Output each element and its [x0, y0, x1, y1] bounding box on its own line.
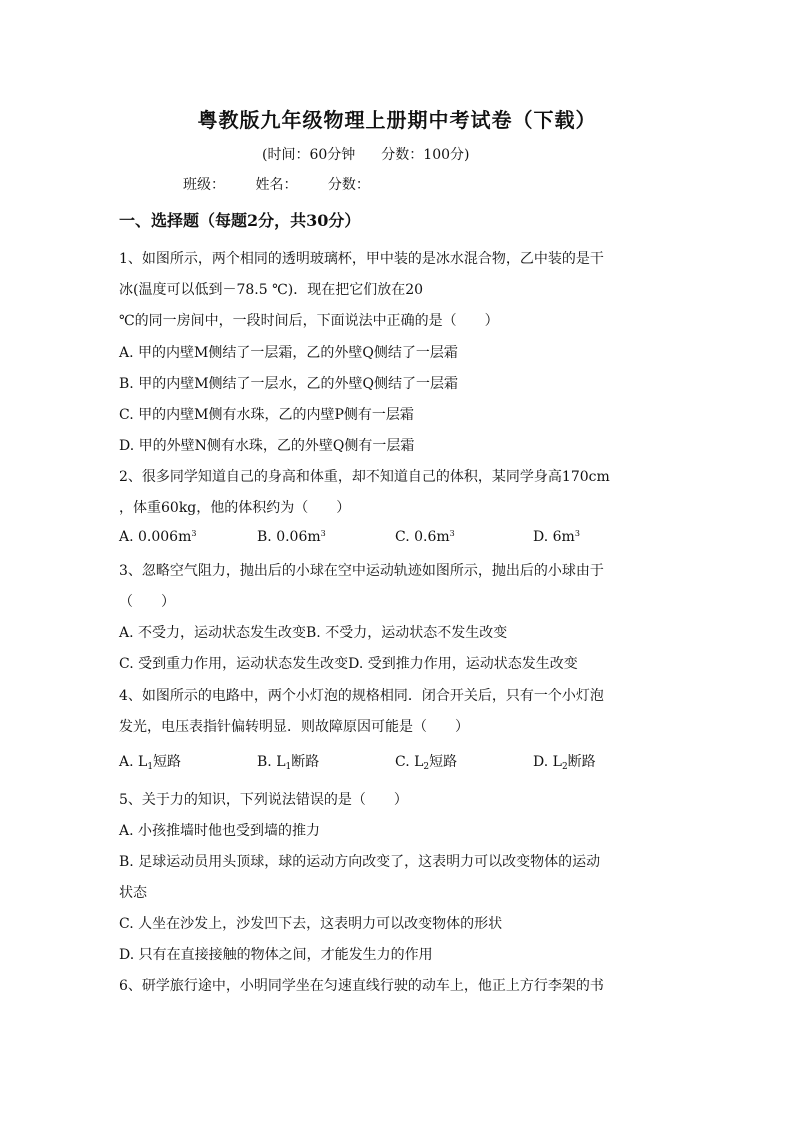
total-score: 分数：100分) [381, 147, 470, 163]
q5-option-b-line1: B. 足球运动员用头顶球，球的运动方向改变了，这表明力可以改变物体的运动 [119, 854, 601, 870]
q2-option-b: B. $0.06m^3$ [257, 529, 326, 545]
q3-line1: 3、忽略空气阻力，抛出后的小球在空中运动轨迹如图所示，抛出后的小球由于 [119, 563, 604, 579]
q1-line3: ℃的同一房间中，一段时间后，下面说法中正确的是（ ） [119, 313, 499, 329]
class-label: 班级： [183, 177, 225, 193]
q2-line2: ，体重60kg，他的体积约为（ ） [119, 500, 351, 516]
q5-option-c: C. 人坐在沙发上，沙发凹下去，这表明力可以改变物体的形状 [119, 916, 503, 932]
q1-option-a: A. 甲的内壁M侧结了一层霜，乙的外壁Q侧结了一层霜 [119, 345, 458, 361]
q3-line2: （ ） [119, 594, 175, 610]
points-label: 分数： [327, 177, 370, 193]
student-info [183, 174, 396, 194]
q2-line1: 2、很多同学知道自己的身高和体重，却不知道自己的体积，某同学身高170cm [119, 469, 610, 485]
q6-line1: 6、研学旅行途中，小明同学坐在匀速直线行驶的动车上，他正上方行李架的书 [119, 978, 604, 994]
q5-option-d: D. 只有在直接接触的物体之间，才能发生力的作用 [119, 947, 433, 963]
section-heading: 一、选择题（每题2分，共30分） [119, 211, 361, 230]
q4-options [119, 751, 596, 772]
q5-line1: 5、关于力的知识，下列说法错误的是（ ） [119, 792, 408, 808]
q4-option-c: C. $L_2$短路 [395, 754, 458, 772]
q4-line1: 4、如图所示的电路中，两个小灯泡的规格相同．闭合开关后，只有一个小灯泡 [119, 688, 604, 704]
name-label: 姓名： [255, 177, 298, 193]
exam-meta [262, 144, 469, 164]
q4-option-a: A. $L_1$短路 [119, 754, 182, 772]
q5-option-b-line2: 状态 [119, 885, 147, 901]
q2-option-c: C. $0.6m^3$ [395, 529, 455, 545]
q2-options [119, 529, 580, 545]
q2-option-d: D. $6m^3$ [533, 529, 580, 545]
q4-option-d: D. $L_2$断路 [533, 754, 596, 772]
q1-line1: 1、如图所示，两个相同的透明玻璃杯，甲中装的是冰水混合物，乙中装的是干 [119, 251, 604, 267]
q4-line2: 发光，电压表指针偏转明显．则故障原因可能是（ ） [119, 719, 469, 735]
q1-line2: 冰(温度可以低到－78.5 ℃)．现在把它们放在20 [119, 282, 424, 298]
time-limit: (时间：60分钟 [262, 147, 356, 163]
page-title: 粤教版九年级物理上册期中考试卷（下载） [197, 108, 597, 132]
q4-option-b: B. $L_1$断路 [257, 754, 320, 772]
q3-options-ab: A. 不受力，运动状态发生改变B. 不受力，运动状态不发生改变 [119, 625, 508, 641]
q1-option-d: D. 甲的外壁N侧有水珠，乙的外壁Q侧有一层霜 [119, 438, 415, 454]
q1-option-c: C. 甲的内壁M侧有水珠，乙的内壁P侧有一层霜 [119, 407, 414, 423]
q3-options-cd: C. 受到重力作用，运动状态发生改变D. 受到推力作用，运动状态发生改变 [119, 656, 578, 672]
q2-option-a: A. $0.006m^3$ [119, 529, 197, 545]
q5-option-a: A. 小孩推墙时他也受到墙的推力 [119, 823, 321, 839]
q1-option-b: B. 甲的内壁M侧结了一层水，乙的外壁Q侧结了一层霜 [119, 376, 458, 392]
